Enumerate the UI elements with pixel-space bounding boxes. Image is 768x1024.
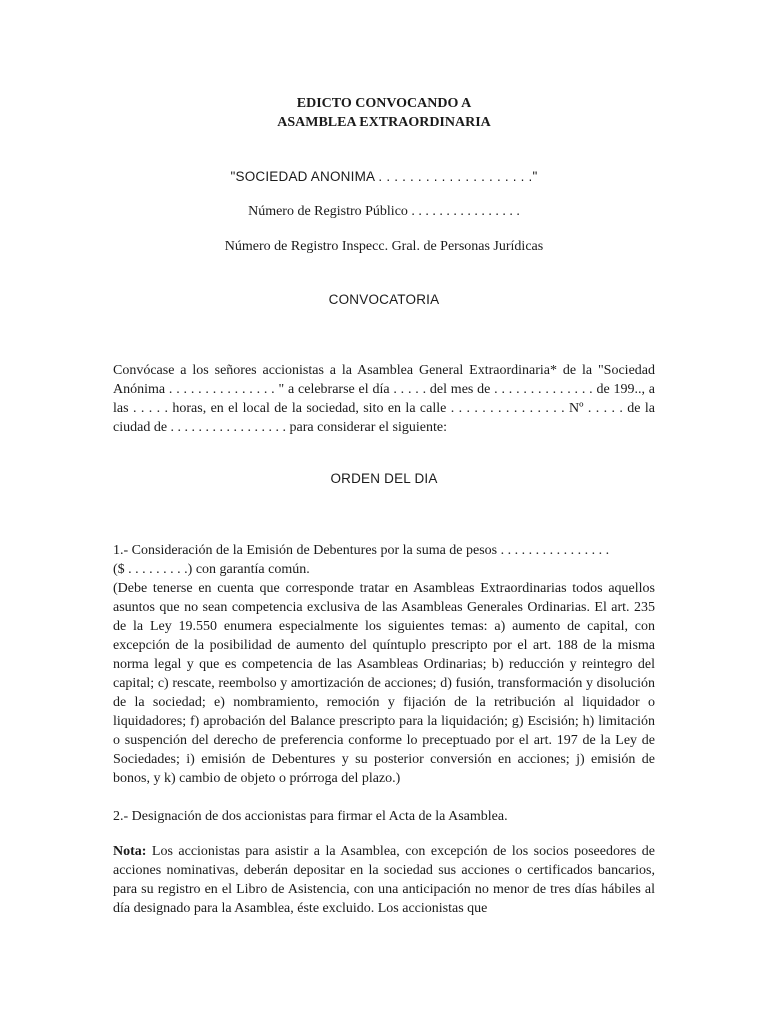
orden-item-1-note: (Debe tenerse en cuenta que corresponde tratar en Asambleas Extraordinarias todos aquellos asuntos que no sean competencia exclusiva de las Asambleas Generales Ordinarias. El art. 235 de la Ley 19.550 enumera especialmente los siguientes temas: a) aumento de capital, con excepción de la posibilidad de aumento del quíntuplo prescripto por el art. 188 de la misma norma legal y que es competencia de las Asambleas Ordinarias; b) reducción y reintegro del capital; c) rescate, reembolso y amortización de acciones; d) fusión, transformación y disolución de la sociedad; e) nombramiento, remoción y fijación de la retribución al liquidador o liquidadores; f) aprobación del Balance prescripto para la liquidación; g) Escisión; h) limitación o suspención del derecho de preferencia conforme lo preceptuado por el art. 197 de la Ley de Sociedades; i) emisión de Debentures y su posterior conversión en acciones; j) emisión de bonos, y k) cambio de objeto o prórroga del plazo.): [113, 581, 655, 786]
orden-item-2-text: 2.- Designación de dos accionistas para firmar el Acta de la Asamblea.: [113, 809, 508, 824]
orden-item-1: [113, 541, 655, 788]
company-name-line: "SOCIEDAD ANONIMA . . . . . . . . . . . . . . . . . . . .": [230, 169, 538, 184]
registro-inspecc-line: Número de Registro Inspecc. Gral. de Personas Jurídicas: [224, 239, 544, 254]
nota-text: Los accionistas para asistir a la Asamblea, con excepción de los socios poseedores de acciones nominativas, deberán depositar en la sociedad sus acciones o certificados bancarios, para su registro en el Libro de Asistencia, con una anticipación no menor de tres días hábiles al día designado para la Asamblea, éste excluido. Los accionistas que: [113, 844, 655, 916]
convocatoria-body: [113, 361, 655, 437]
orden-item-2: [113, 807, 655, 826]
nota-paragraph: [113, 842, 655, 918]
convocatoria-paragraph: Convócase a los señores accionistas a la Asamblea General Extraordinaria* de la "Sociedad Anónima . . . . . . . . . . . . . . . " a celebrarse el día . . . . . del mes de . . . . . . . . . . . . . . de 199.., a las . . . . . horas, en el local de la sociedad, sito en la calle . . . . . . . . . . . . . . . Nº . . . . . de la ciudad de . . . . . . . . . . . . . . . . . para considerar el siguiente:: [113, 363, 655, 435]
orden-item-1-line1: 1.- Consideración de la Emisión de Debentures por la suma de pesos . . . . . . . . . . . . . . . .: [113, 543, 610, 558]
convocatoria-heading: CONVOCATORIA: [328, 292, 440, 307]
registro-publico-line: Número de Registro Público . . . . . . . . . . . . . . . .: [248, 204, 520, 219]
document-title-line1: EDICTO CONVOCANDO A: [296, 96, 472, 111]
document-title-line2: ASAMBLEA EXTRAORDINARIA: [277, 115, 491, 130]
orden-item-1-line2: ($ . . . . . . . . .) con garantía común.: [113, 562, 310, 577]
nota-label: Nota:: [113, 844, 147, 859]
orden-del-dia-heading: ORDEN DEL DIA: [330, 471, 438, 486]
